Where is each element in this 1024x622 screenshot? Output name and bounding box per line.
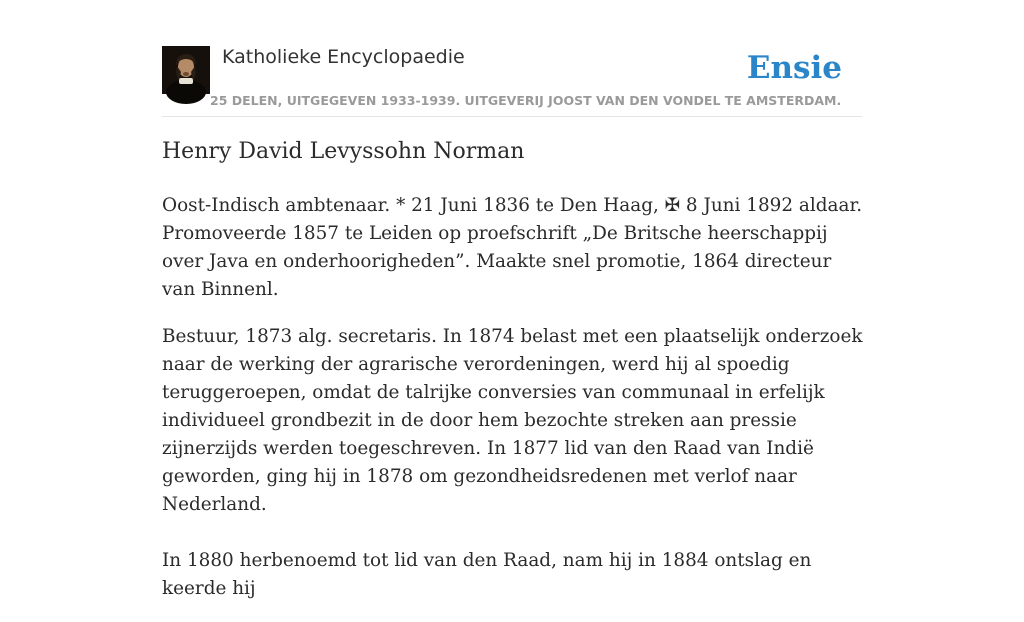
source-meta: 25 DELEN, UITGEGEVEN 1933-1939. UITGEVERIJ JOOST VAN DEN VONDEL TE AMSTERDAM. [210,93,842,108]
source-header [162,46,862,117]
article-body [162,192,868,622]
article-title: Henry David Levyssohn Norman [162,139,525,164]
source-avatar[interactable] [162,46,210,94]
ensie-logo[interactable]: Ensie [746,50,842,86]
portrait-image [162,46,210,94]
article-paragraph: Oost-Indisch ambtenaar. * 21 Juni 1836 te Den Haag, ✠ 8 Juni 1892 aldaar. Promoveerde 1857 te Leiden op proefschrift „De Britsche heerschappij over Java en onderhoorigheden”. Maakte snel promotie, 1864 directeur van Binnenl. [162,195,863,300]
source-title[interactable]: Katholieke Encyclopaedie [222,46,465,68]
article-paragraph: In 1880 herbenoemd tot lid van den Raad, nam hij in 1884 ontslag en keerde hij [162,550,812,599]
article-paragraph: Bestuur, 1873 alg. secretaris. In 1874 belast met een plaatselijk onderzoek naar de werking der agrarische verordeningen, werd hij al spoedig teruggeroepen, omdat de talrijke conversies van communaal in erfelijk individueel grondbezit in de door hem bezochte streken aan pressie zijnerzijds werden toegeschreven. In 1877 lid van den Raad van Indië geworden, ging hij in 1878 om gezondheidsredenen met verlof naar Nederland. [162,326,863,515]
